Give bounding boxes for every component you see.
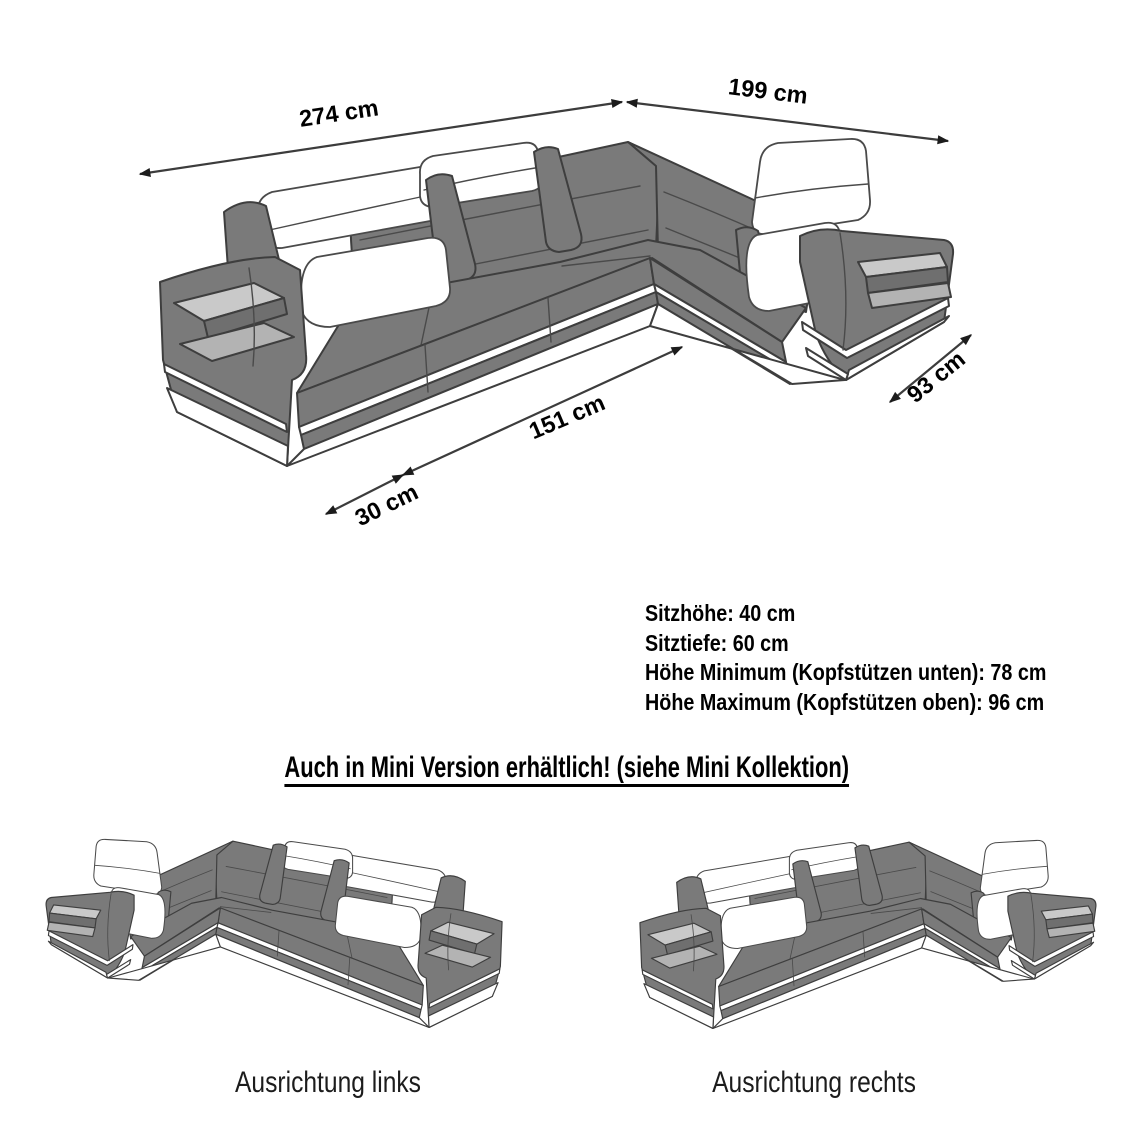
spec-seat-height: Sitzhöhe: 40 cm xyxy=(645,600,796,626)
dim-label-274: 274 cm xyxy=(297,94,381,132)
dim-label-151: 151 cm xyxy=(525,389,609,445)
dim-label-199: 199 cm xyxy=(726,73,810,109)
mini-version-heading-row xyxy=(0,751,1134,785)
dim-label-30: 30 cm xyxy=(350,478,423,532)
mini-sofa-right-illustration xyxy=(640,840,1096,1028)
spec-height-min: Höhe Minimum (Kopfstützen unten): 78 cm xyxy=(645,659,1047,686)
dim-label-93: 93 cm xyxy=(901,345,971,408)
dim-line-199 xyxy=(627,102,948,141)
spec-text-block xyxy=(645,599,1046,717)
orientation-left-label: Ausrichtung links xyxy=(235,1066,421,1099)
mini-sofa-left-illustration xyxy=(46,839,502,1027)
spec-height-max: Höhe Maximum (Kopfstützen oben): 96 cm xyxy=(645,688,1045,715)
spec-seat-depth: Sitztiefe: 60 cm xyxy=(645,629,789,656)
orientation-right-label: Ausrichtung rechts xyxy=(712,1066,916,1099)
mini-version-heading: Auch in Mini Version erhältlich! (siehe Mini Kollektion) xyxy=(284,751,850,784)
